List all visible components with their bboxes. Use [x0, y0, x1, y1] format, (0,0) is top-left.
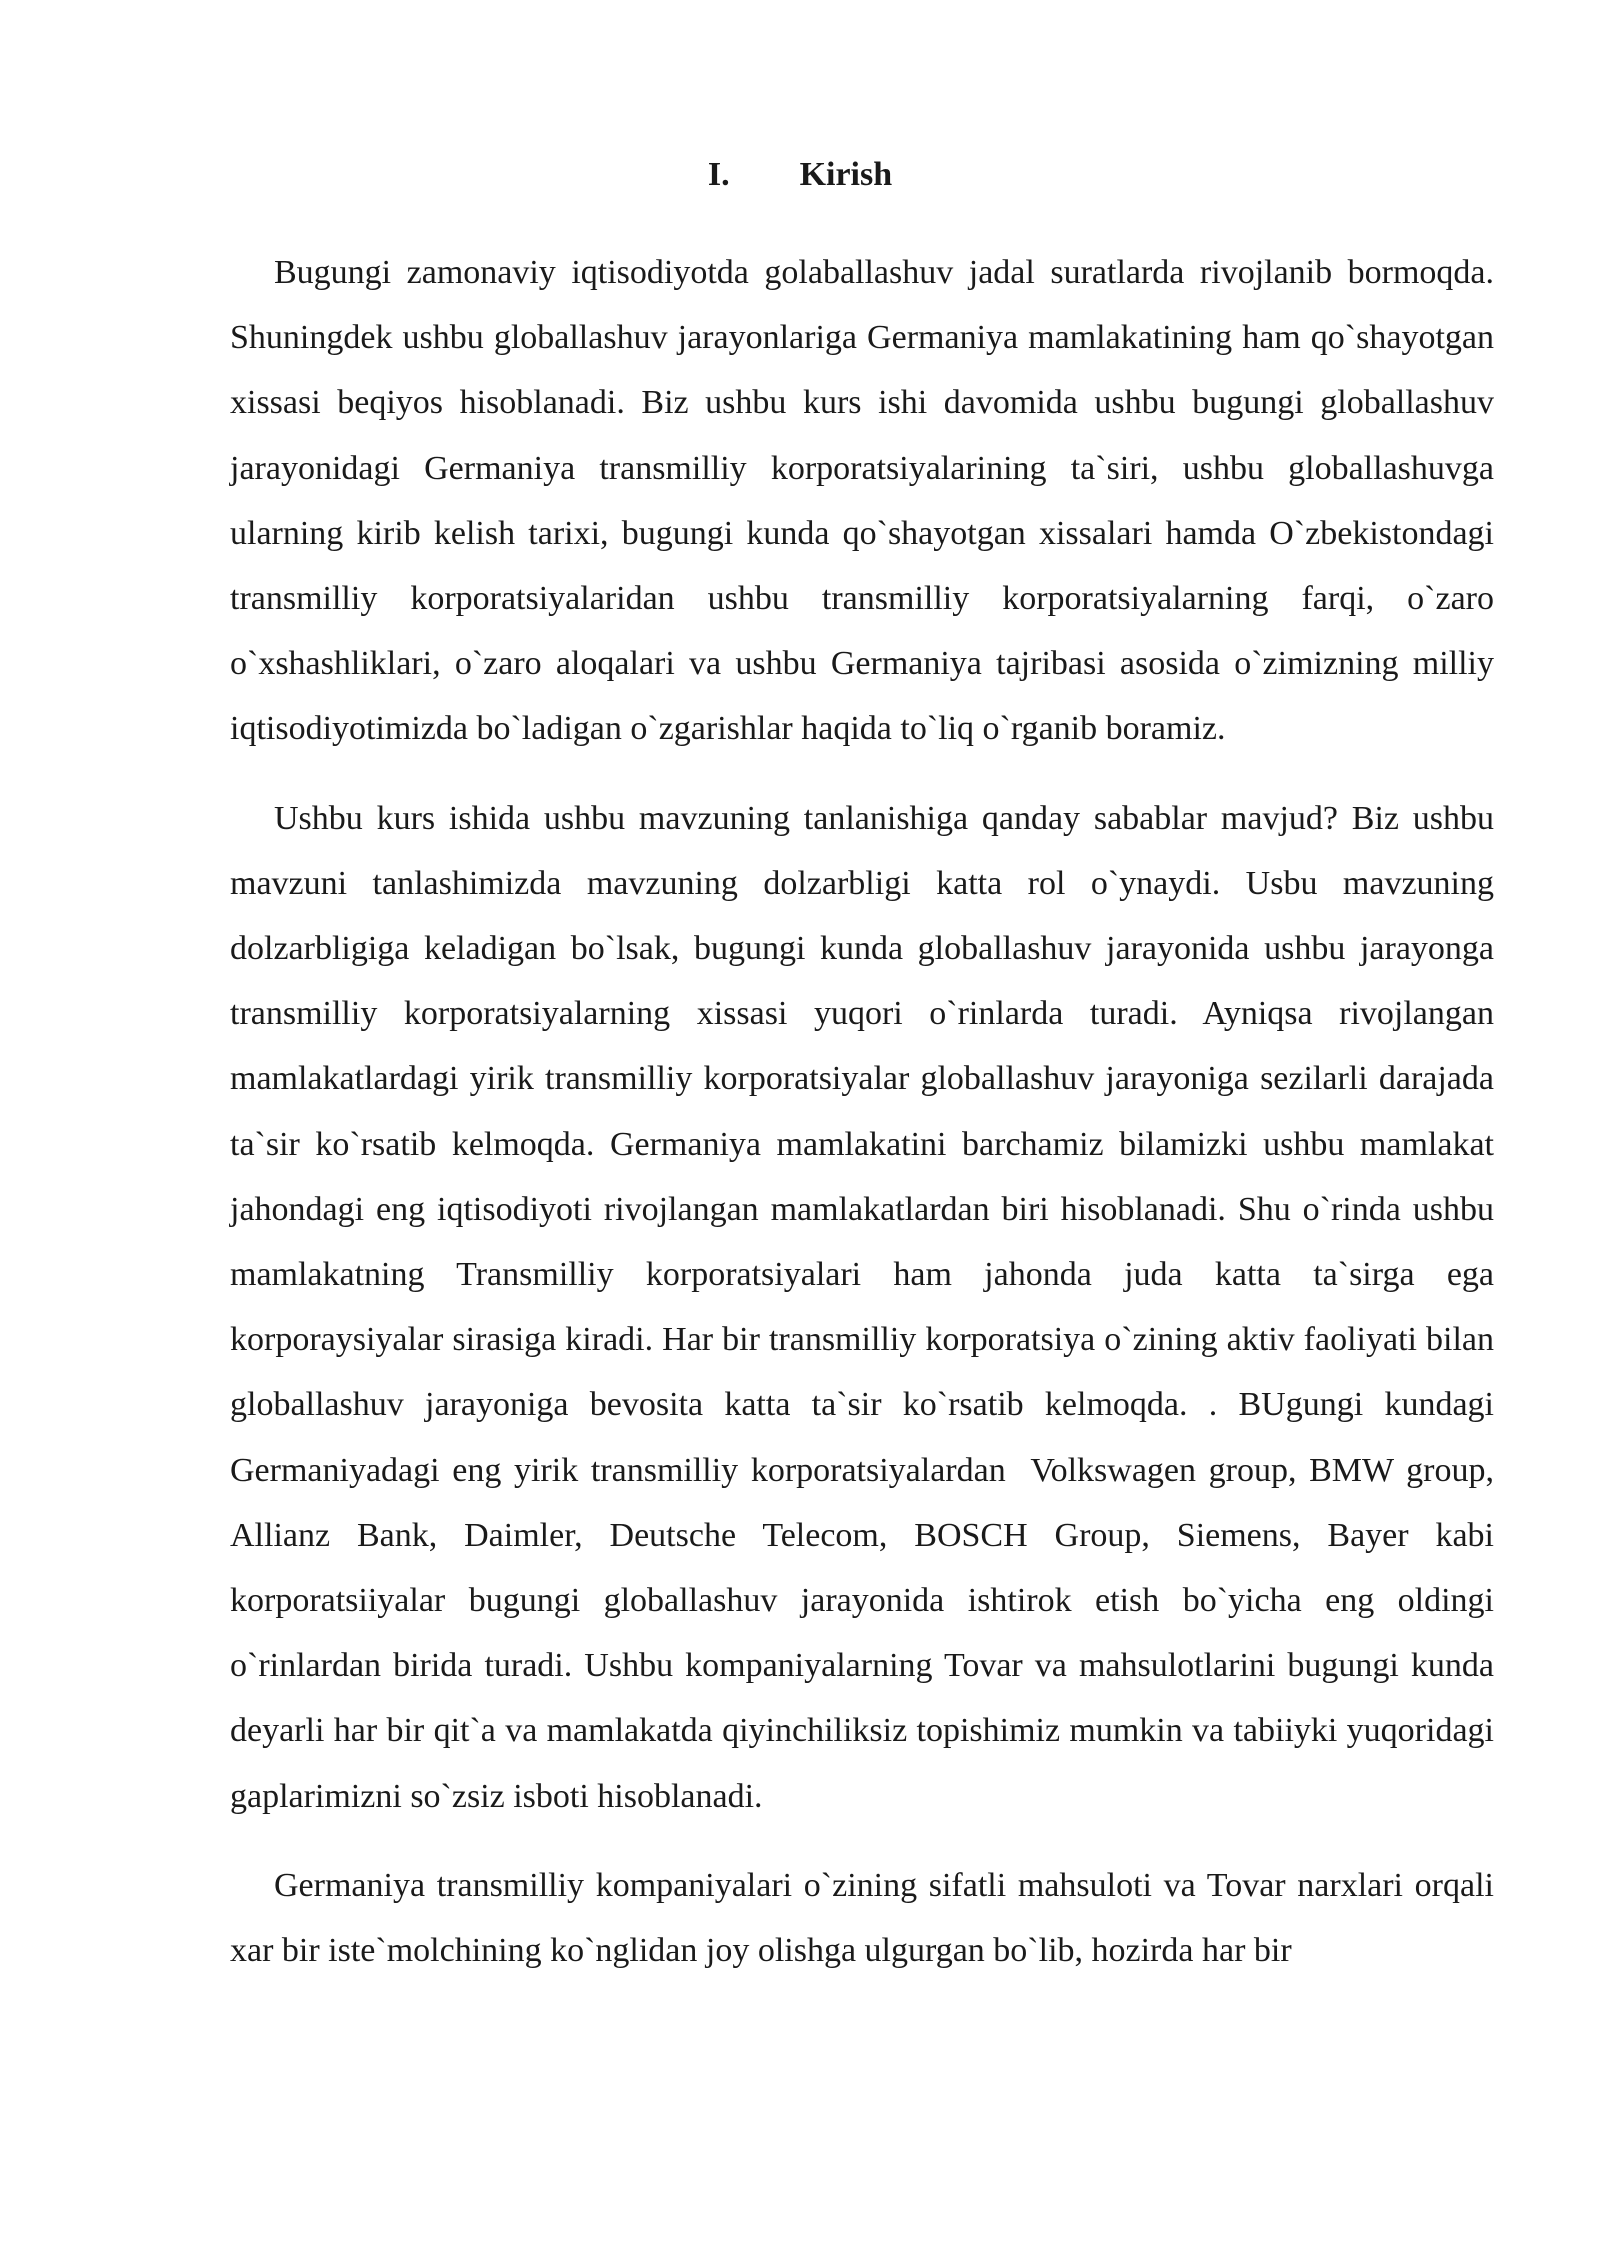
section-title: Kirish: [799, 156, 893, 193]
body-text: [230, 240, 1503, 2007]
paragraph-topic-relevance: Ushbu kurs ishida ushbu mavzuning tanlanishiga qanday sabablar mavjud? Biz ushbu mavzuni tanlashimizda mavzuning dolzarbligi katta rol o`ynaydi. Usbu mavzuning dolzarbligiga keladigan bo`lsak, bugungi kunda globallashuv jarayonida ushbu jarayonga transmilliy korporatsiyalarning xissasi yuqori o`rinlarda turadi. Ayniqsa rivojlangan mamlakatlardagi yirik transmilliy korporatsiyalar globallashuv jarayoniga sezilarli darajada ta`sir ko`rsatib kelmoqda. Germaniya mamlakatini barchamiz bilamizki ushbu mamlakat jahondagi eng iqtisodiyoti rivojlangan mamlakatlardan biri hisoblanadi. Shu o`rinda ushbu mamlakatning Transmilliy korporatsiyalari ham jahonda juda katta ta`sirga ega korporaysiyalar sirasiga kiradi. Har bir transmilliy korporatsiya o`zining aktiv faoliyati bilan globallashuv jarayoniga bevosita katta ta`sir ko`rsatib kelmoqda. . BUgungi kundagi Germaniyadagi eng yirik transmilliy korporatsiyalardan Volkswagen group, BMW group, Allianz Bank, Daimler, Deutsche Telecom, BOSCH Group, Siemens, Bayer kabi korporatsiiyalar bugungi globallashuv jarayonida ishtirok etish bo`yicha eng oldingi o`rinlardan birida turadi. Ushbu kompaniyalarning Tovar va mahsulotlarini bugungi kunda deyarli har bir qit`a va mamlakatda qiyinchiliksiz topishimiz mumkin va tabiiyki yuqoridagi gaplarimizni so`zsiz isboti hisoblanadi.: [230, 799, 1503, 1815]
section-heading: [0, 150, 1600, 200]
paragraph-intro: Bugungi zamonaviy iqtisodiyotda golaballashuv jadal suratlarda rivojlanib bormoqda. Shuningdek ushbu globallashuv jarayonlariga Germaniya mamlakatining ham qo`shayotgan xissasi beqiyos hisoblanadi. Biz ushbu kurs ishi davomida ushbu bugungi globallashuv jarayonidagi Germaniya transmilliy korporatsiyalarining ta`siri, ushbu globallashuvga ularning kirib kelish tarixi, bugungi kunda qo`shayotgan xissalari hamda O`zbekistondagi transmilliy korporatsiyalaridan ushbu transmilliy korporatsiyalarning farqi, o`zaro o`xshashliklari, o`zaro aloqalari va ushbu Germaniya tajribasi asosida o`zimizning milliy iqtisodiyotimizda bo`ladigan o`zgarishlar haqida to`liq o`rganib boramiz.: [230, 254, 1503, 748]
paragraph-german-companies: Germaniya transmilliy kompaniyalari o`zining sifatli mahsuloti va Tovar narxlari orqali xar bir iste`molchining ko`nglidan joy olishga ulgurgan bo`lib, hozirda har bir: [230, 1866, 1503, 1970]
section-number: I.: [707, 156, 730, 193]
